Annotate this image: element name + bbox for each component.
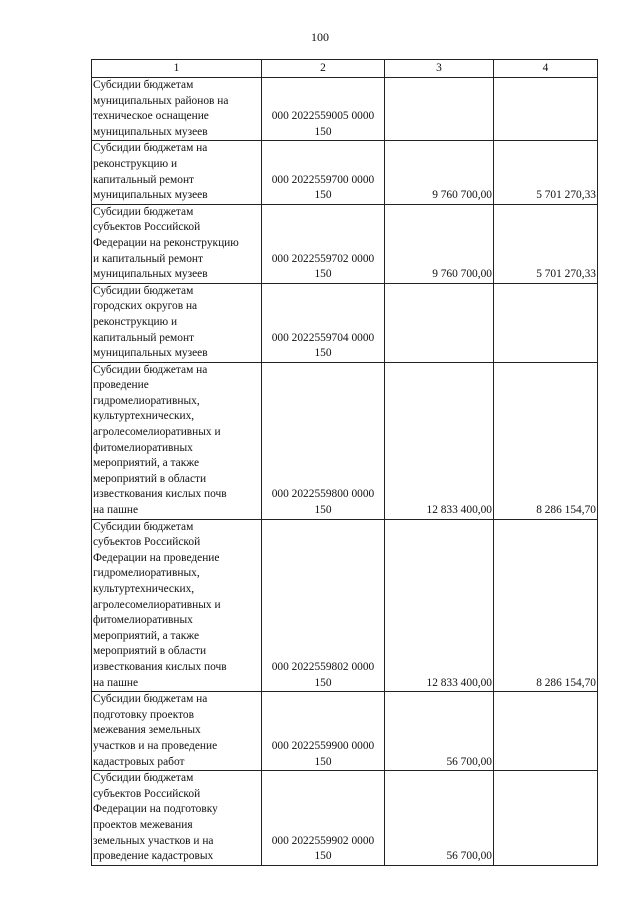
table-row: [92, 141, 598, 204]
row-actual-cell: [494, 283, 598, 362]
row-name-cell: Субсидии бюджетам на проведение гидромелиоративных, культуртехнических, агролесомелиоративных и фитомелиоративных мероприятий, а также мероприятий в области известкования кислых почв на пашне: [92, 362, 262, 519]
row-plan-cell: 9 760 700,00: [385, 204, 494, 283]
table-row: [92, 78, 598, 141]
row-actual-cell: [494, 771, 598, 866]
row-actual-cell: [494, 78, 598, 141]
row-code-cell: 000 2022559802 0000 150: [262, 519, 385, 692]
row-code-cell: 000 2022559704 0000 150: [262, 283, 385, 362]
page-number: 100: [311, 30, 329, 44]
row-name-cell: Субсидии бюджетам субъектов Российской Федерации на проведение гидромелиоративных, культуртехнических, агролесомелиоративных и фитомелиоративных мероприятий, а также мероприятий в области известкования кислых почв на пашне: [92, 519, 262, 692]
table-row: [92, 771, 598, 866]
row-code-cell: 000 2022559700 0000 150: [262, 141, 385, 204]
table-header-row: [92, 60, 598, 78]
table-row: [92, 692, 598, 771]
row-actual-cell: 5 701 270,33: [494, 141, 598, 204]
row-actual-cell: [494, 692, 598, 771]
row-code-cell: 000 2022559005 0000 150: [262, 78, 385, 141]
table-row: [92, 283, 598, 362]
row-name-cell: Субсидии бюджетам муниципальных районов на техническое оснащение муниципальных музеев: [92, 78, 262, 141]
column-header-1: 1: [92, 60, 262, 78]
row-code-cell: 000 2022559702 0000 150: [262, 204, 385, 283]
row-name-cell: Субсидии бюджетам на подготовку проектов межевания земельных участков и на проведение кадастровых работ: [92, 692, 262, 771]
column-header-4: 4: [494, 60, 598, 78]
row-plan-cell: 56 700,00: [385, 692, 494, 771]
row-plan-cell: [385, 78, 494, 141]
row-code-cell: 000 2022559800 0000 150: [262, 362, 385, 519]
budget-table: [91, 59, 598, 866]
row-name-cell: Субсидии бюджетам городских округов на реконструкцию и капитальный ремонт муниципальных музеев: [92, 283, 262, 362]
row-plan-cell: [385, 283, 494, 362]
table-row: [92, 519, 598, 692]
table-row: [92, 204, 598, 283]
column-header-2: 2: [262, 60, 385, 78]
row-actual-cell: 8 286 154,70: [494, 362, 598, 519]
row-plan-cell: 12 833 400,00: [385, 519, 494, 692]
table-row: [92, 362, 598, 519]
row-name-cell: Субсидии бюджетам на реконструкцию и капитальный ремонт муниципальных музеев: [92, 141, 262, 204]
row-plan-cell: 12 833 400,00: [385, 362, 494, 519]
row-actual-cell: 5 701 270,33: [494, 204, 598, 283]
row-actual-cell: 8 286 154,70: [494, 519, 598, 692]
row-code-cell: 000 2022559900 0000 150: [262, 692, 385, 771]
row-name-cell: Субсидии бюджетам субъектов Российской Федерации на реконструкцию и капитальный ремонт муниципальных музеев: [92, 204, 262, 283]
row-code-cell: 000 2022559902 0000 150: [262, 771, 385, 866]
row-plan-cell: 56 700,00: [385, 771, 494, 866]
column-header-3: 3: [385, 60, 494, 78]
row-plan-cell: 9 760 700,00: [385, 141, 494, 204]
row-name-cell: Субсидии бюджетам субъектов Российской Федерации на подготовку проектов межевания земельных участков и на проведение кадастровых: [92, 771, 262, 866]
